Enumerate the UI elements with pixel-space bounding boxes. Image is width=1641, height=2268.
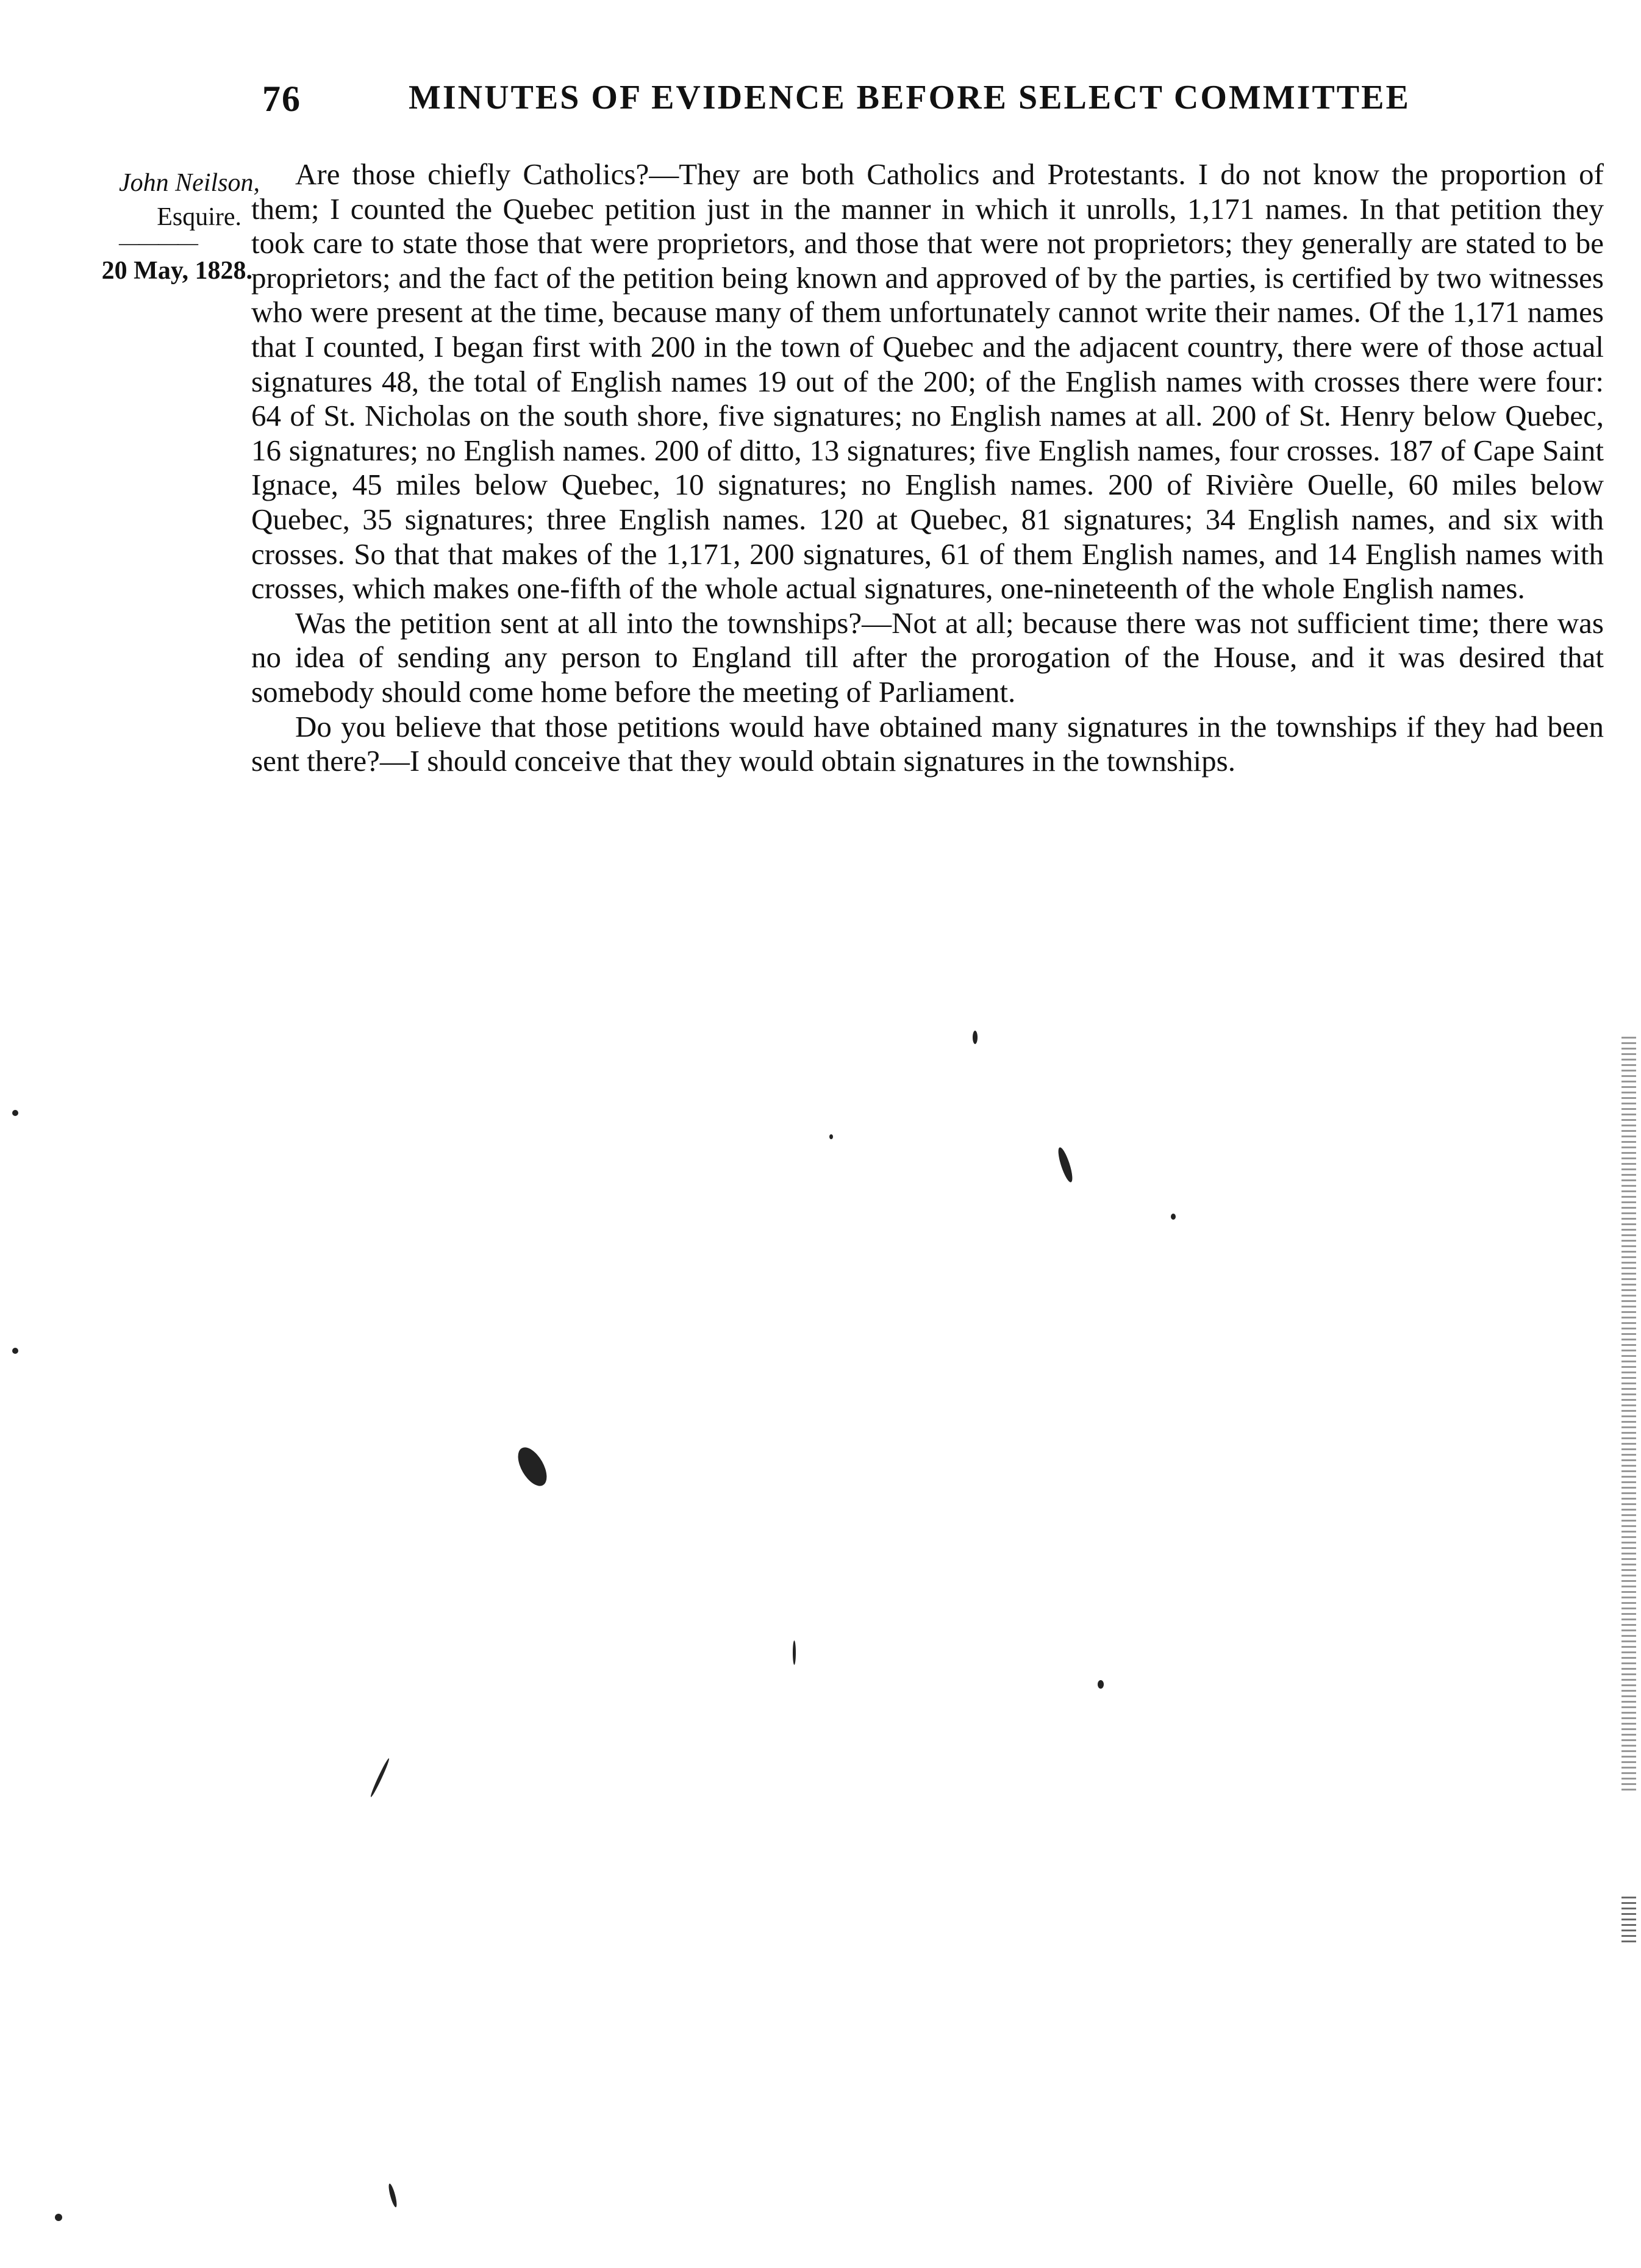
evidence-paragraph: Do you believe that those petitions would have obtained many signatures in the townships if they had been sent there?—I should conceive that they would obtain signatures in the townships. <box>251 709 1604 778</box>
scan-speck <box>512 1443 552 1491</box>
page-edge-noise <box>1621 1037 1636 1793</box>
page-header <box>262 78 1488 127</box>
scan-speck <box>829 1134 833 1139</box>
scan-speck <box>1056 1146 1075 1183</box>
page-number: 76 <box>262 79 301 119</box>
running-title: MINUTES OF EVIDENCE BEFORE SELECT COMMITTEE <box>409 79 1410 116</box>
scan-speck <box>1171 1214 1176 1220</box>
scan-speck <box>973 1031 978 1044</box>
evidence-text <box>251 157 1604 779</box>
scan-speck <box>55 2214 62 2221</box>
evidence-date: 20 May, 1828. <box>101 257 252 285</box>
scan-speck <box>793 1640 796 1665</box>
witness-title: Esquire. <box>157 203 241 231</box>
brace-divider: ―――― <box>119 232 197 254</box>
witness-name: John Neilson, <box>119 169 260 197</box>
scan-speck <box>1098 1680 1104 1689</box>
page-edge-noise <box>1621 1897 1636 1945</box>
margin-note <box>27 166 265 288</box>
scan-speck <box>12 1348 18 1354</box>
evidence-paragraph: Was the petition sent at all into the townships?—Not at all; because there was not sufficient time; there was no idea of sending any person to England till after the prorogation of the House, and it was desired that somebody should come home before the meeting of Parliament. <box>251 606 1604 709</box>
evidence-paragraph: Are those chiefly Catholics?—They are both Catholics and Protestants. I do not know the proportion of them; I counted the Quebec petition just in the manner in which it unrolls, 1,171 names. In that petition they took care to state those that were proprietors, and those that were not proprietors; they generally are stated to be proprietors; and the fact of the petition being known and approved of by the parties, is certified by two witnesses who were present at the time, because many of them unfortunately cannot write their names. Of the 1,171 names that I counted, I began first with 200 in the town of Quebec and the adjacent country, there were of those actual signatures 48, the total of English names 19 out of the 200; of the English names with crosses there were four: 64 of St. Nicholas on the south shore, five signatures; no English names at all. 200 of St. Henry below Quebec, 16 signatures; no English names. 200 of ditto, 13 signatures; five English names, four crosses. 187 of Cape Saint Ignace, 45 miles below Quebec, 10 signatures; no English names. 200 of Rivière Ouelle, 60 miles below Quebec, 35 signatures; three English names. 120 at Quebec, 81 signatures; 34 English names, and six with crosses. So that that makes of the 1,171, 200 signatures, 61 of them English names, and 14 English names with crosses, which makes one-fifth of the whole actual signatures, one-nineteenth of the whole English names. <box>251 157 1604 606</box>
scan-speck <box>387 2183 398 2208</box>
scan-speck <box>369 1758 390 1798</box>
scan-speck <box>12 1110 18 1116</box>
